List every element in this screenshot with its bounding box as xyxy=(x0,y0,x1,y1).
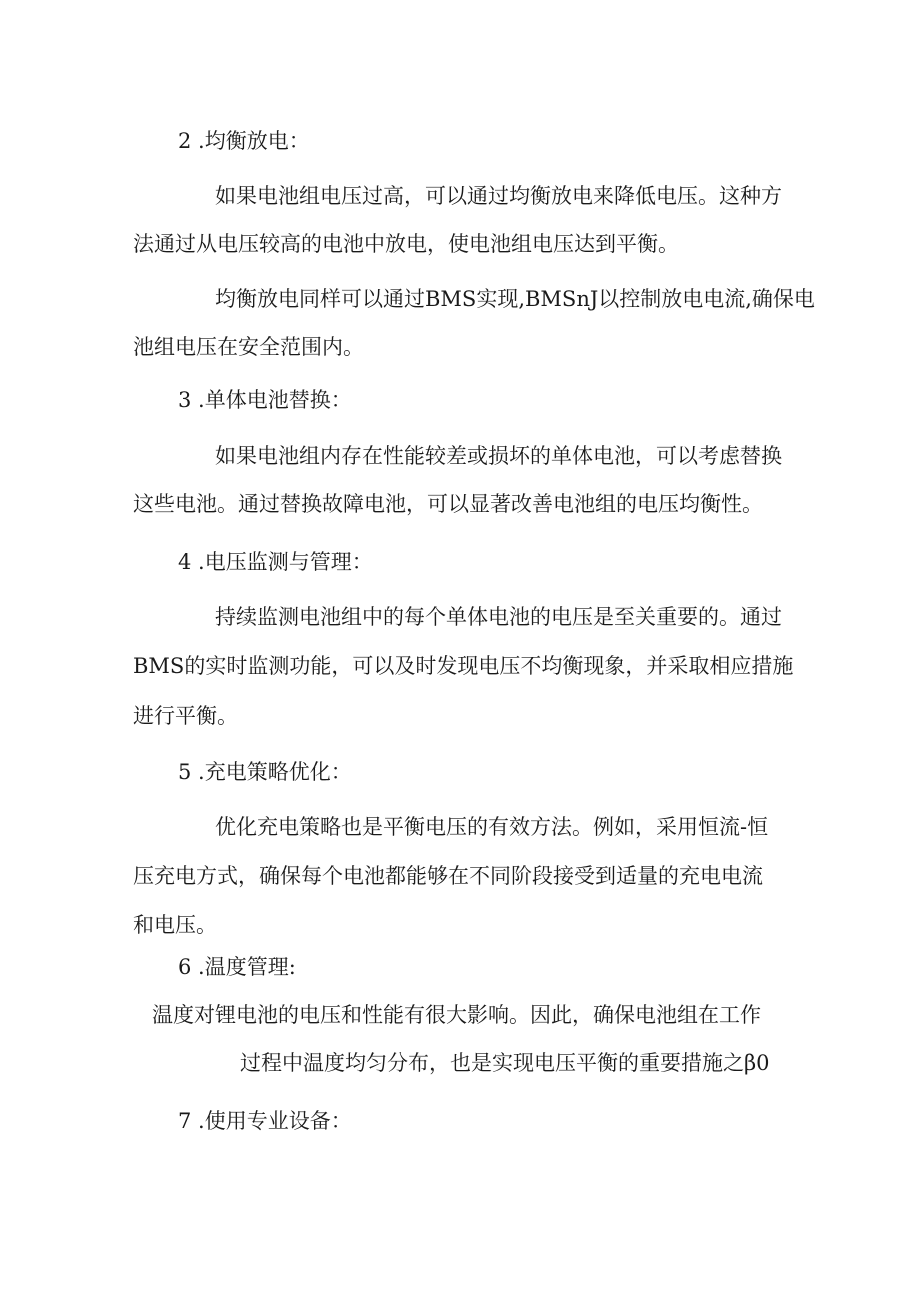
paragraph-line: 法通过从电压较高的电池中放电，使电池组电压达到平衡。 xyxy=(133,232,679,256)
paragraph-line: 如果电池组内存在性能较差或损坏的单体电池，可以考虑替换 xyxy=(215,444,782,468)
paragraph-line: 这些电池。通过替换故障电池，可以显著改善电池组的电压均衡性。 xyxy=(133,492,763,516)
paragraph-line: 优化充电策略也是平衡电压的有效方法。例如，采用恒流-恒 xyxy=(215,815,769,839)
paragraph-line: 温度对锂电池的电压和性能有很大影响。因此，确保电池组在工作 xyxy=(152,1003,761,1027)
paragraph-line: 压充电方式，确保每个电池都能够在不同阶段接受到适量的充电电流 xyxy=(133,864,763,888)
section-heading: 6 .温度管理: xyxy=(178,955,296,979)
section-heading: 5 .充电策略优化： xyxy=(178,760,352,784)
paragraph-line: 和电压。 xyxy=(133,913,217,937)
paragraph-line: 均衡放电同样可以通过BMS实现,BMSnJ以控制放电电流,确保电 xyxy=(215,287,815,311)
section-heading: 4 .电压监测与管理： xyxy=(178,550,373,574)
section-heading: 3 .单体电池替换： xyxy=(178,388,352,412)
paragraph-line: 池组电压在安全范围内。 xyxy=(133,335,364,359)
paragraph-line: 持续监测电池组中的每个单体电池的电压是至关重要的。通过 xyxy=(215,605,782,629)
paragraph-line: 进行平衡。 xyxy=(133,704,238,728)
paragraph-line: 如果电池组电压过高，可以通过均衡放电来降低电压。这种方 xyxy=(215,184,782,208)
section-heading: 2 .均衡放电： xyxy=(178,129,310,153)
paragraph-line: BMS的实时监测功能，可以及时发现电压不均衡现象，并采取相应措施 xyxy=(133,654,794,678)
section-heading: 7 .使用专业设备： xyxy=(178,1109,352,1133)
paragraph-line: 过程中温度均匀分布，也是实现电压平衡的重要措施之β0 xyxy=(240,1051,770,1075)
